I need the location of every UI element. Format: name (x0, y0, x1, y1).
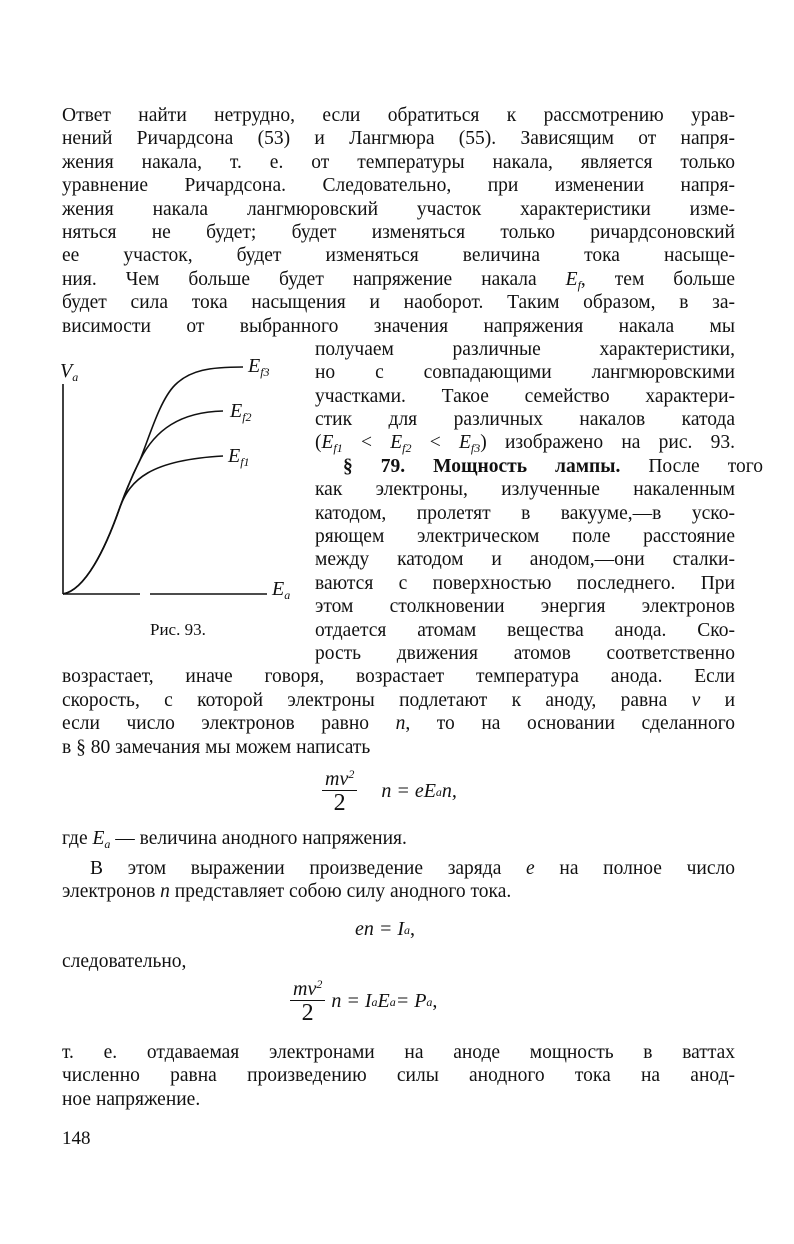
text-run: , то на основании сделанного (405, 713, 735, 735)
formula-part: , (410, 918, 416, 940)
text-run: отдается атомам вещества анода. Ско- (315, 619, 735, 641)
curve-label-ef1: $E_{f1}$ (228, 445, 250, 469)
curve-ef3 (63, 367, 243, 594)
curve-ef1 (63, 456, 223, 594)
math-symbol: E (390, 432, 403, 454)
math-subscript: f (577, 277, 581, 292)
text-line (62, 689, 735, 712)
math-subscript: f1 (333, 441, 343, 456)
text-run: т. е. отдаваемая электронами на аноде мощность в ваттах (62, 1042, 735, 1063)
text-line (315, 548, 735, 571)
text-line (62, 880, 735, 903)
text-line (62, 268, 735, 291)
math-subscript: a (104, 837, 111, 851)
text-line (62, 291, 735, 314)
body-text-bottom (62, 1041, 735, 1111)
text-line (315, 338, 735, 361)
text-run: ния. Чем больше будет напряжение накала (62, 268, 566, 290)
text-run: получаем различные характеристики, (315, 338, 735, 360)
text-run: После того (620, 455, 763, 477)
text-run: скорость, с которой электроны подлетают к аноду, равна (62, 689, 692, 711)
text-line (315, 502, 735, 525)
text-line (62, 1088, 735, 1111)
text-run: ваются с поверхностью последнего. При (315, 572, 735, 594)
text-run: численно равна произведению силы анодного тока на анод- (62, 1065, 735, 1087)
exponent: 2 (316, 977, 323, 991)
text-run: < (411, 432, 459, 454)
text-run: если число электронов равно (62, 713, 396, 735)
text-line (62, 104, 735, 127)
denominator: 2 (301, 1000, 314, 1026)
figure-93 (50, 340, 310, 640)
text-line (62, 736, 735, 759)
text-run: возрастает, иначе говоря, возрастает температура анода. Если (62, 666, 735, 688)
formula-part: = P (395, 990, 427, 1012)
text-line (315, 455, 763, 478)
text-line (62, 857, 735, 880)
formula-part: , (432, 990, 438, 1012)
x-axis-label: $E_a$ (272, 578, 291, 602)
text-run: но с совпадающими лангмюровскими (315, 362, 735, 384)
text-line (315, 642, 735, 665)
text-run: представляет собою силу анодного тока. (169, 881, 512, 903)
numerator: mv (325, 768, 349, 790)
text-run: где (62, 828, 93, 849)
text-run: участками. Такое семейство характери- (315, 385, 735, 407)
text-line (62, 665, 735, 688)
text-run: Ответ найти нетрудно, если обратиться к рассмотрению урав- (62, 105, 735, 126)
text-run: на полное число (534, 858, 735, 879)
formula-part: n = eE (381, 780, 436, 802)
text-run: в § 80 замечания мы можем написать (62, 736, 371, 758)
body-text-therefore (62, 950, 735, 973)
text-line (62, 221, 735, 244)
text-line (315, 408, 735, 431)
text-run: < (342, 432, 391, 454)
text-line (62, 1064, 735, 1087)
text-run: висимости от выбранного значения напряжения накала мы (62, 315, 735, 337)
text-run: между катодом и анодом,—они сталки- (315, 549, 735, 571)
text-run: ) изображено на рис. 93. (480, 432, 735, 454)
formula-power: $\frac{mv^2}{2}$ n = I a E a = P a , (290, 978, 437, 1025)
curve-ef2 (63, 411, 223, 594)
formula-part: n = I (331, 990, 372, 1012)
math-symbol: v (691, 689, 701, 711)
figure-caption: Рис. 93. (150, 620, 206, 639)
text-line (315, 361, 735, 384)
formula-kinetic-energy: $\frac{mv^2}{2}$ n = eE a n, (322, 768, 457, 815)
text-run: следовательно, (62, 951, 187, 972)
text-run: уравнение Ричардсона. Следовательно, при изменении напря- (62, 175, 735, 197)
text-run: — величина анодного напряжения. (110, 828, 407, 849)
characteristic-curves-plot (50, 340, 310, 640)
text-line (62, 127, 735, 150)
math-symbol: e (526, 858, 535, 879)
numerator: mv (293, 978, 317, 1000)
math-subscript: f2 (402, 441, 412, 456)
text-line (315, 478, 735, 501)
body-text-middle (62, 857, 735, 904)
curve-label-ef2: $E_{f2}$ (230, 400, 252, 424)
text-run: няться не будет; будет изменяться только ричардсоновский (62, 221, 735, 243)
text-line (62, 827, 735, 850)
text-run: , тем больше (580, 268, 735, 290)
math-symbol: n (395, 713, 406, 735)
text-run: как электроны, излученные накаленным (315, 479, 735, 501)
fraction (322, 768, 357, 815)
math-symbol: E (565, 268, 578, 290)
math-subscript: f3 (470, 441, 481, 456)
text-run: электронов (62, 881, 161, 903)
text-run: В этом выражении произведение заряда (90, 858, 527, 879)
exponent: 2 (348, 767, 355, 781)
page-number: 148 (62, 1128, 91, 1149)
text-line (315, 525, 735, 548)
text-run: жения накала лангмюровский участок характеристики изме- (62, 198, 735, 220)
formula-part: E (377, 990, 390, 1012)
formula-current: en = I a , (355, 918, 416, 940)
math-symbol: E (92, 828, 105, 849)
text-run: ее участок, будет изменяться величина тока насыще- (62, 245, 735, 267)
text-line (62, 1041, 735, 1064)
math-symbol: E (458, 432, 471, 454)
text-line (315, 595, 735, 618)
text-run: стик для различных накалов катода (315, 409, 735, 431)
text-run: ное напряжение. (62, 1088, 201, 1110)
text-run: будет сила тока насыщения и наоборот. Таким образом, в за- (62, 292, 735, 314)
text-run: ( (315, 432, 322, 454)
text-line (315, 431, 735, 454)
text-run: и (700, 689, 736, 711)
text-run: жения накала, т. е. от температуры накала, является только (62, 151, 735, 173)
text-run: ряющем электрическом поле расстояние (315, 526, 735, 548)
y-axis-label: $V_a$ (60, 360, 79, 384)
text-line (62, 315, 735, 338)
text-run: этом столкновении энергия электронов (315, 596, 735, 618)
formula-part: en = I (355, 918, 405, 940)
text-line (62, 198, 735, 221)
fraction (290, 978, 325, 1025)
text-line (62, 174, 735, 197)
text-line (62, 244, 735, 267)
text-run: нений Ричардсона (53) и Лангмюра (55). Зависящим от напря- (62, 128, 735, 150)
section-heading: § 79. Мощность лампы. (343, 455, 621, 477)
text-line (62, 712, 735, 735)
text-line (315, 572, 735, 595)
body-text-where (62, 827, 735, 850)
text-line (62, 151, 735, 174)
math-symbol: E (321, 432, 334, 454)
formula-part: n, (441, 780, 457, 802)
text-line (315, 385, 735, 408)
math-symbol: n (160, 881, 170, 903)
text-run: катодом, пролетят в вакууме,—в уско- (315, 502, 735, 524)
text-line (62, 950, 735, 973)
denominator: 2 (333, 790, 346, 816)
curve-label-ef3: $E_{f3}$ (248, 355, 270, 379)
text-run: рость движения атомов соответственно (315, 642, 735, 664)
text-line (315, 619, 735, 642)
